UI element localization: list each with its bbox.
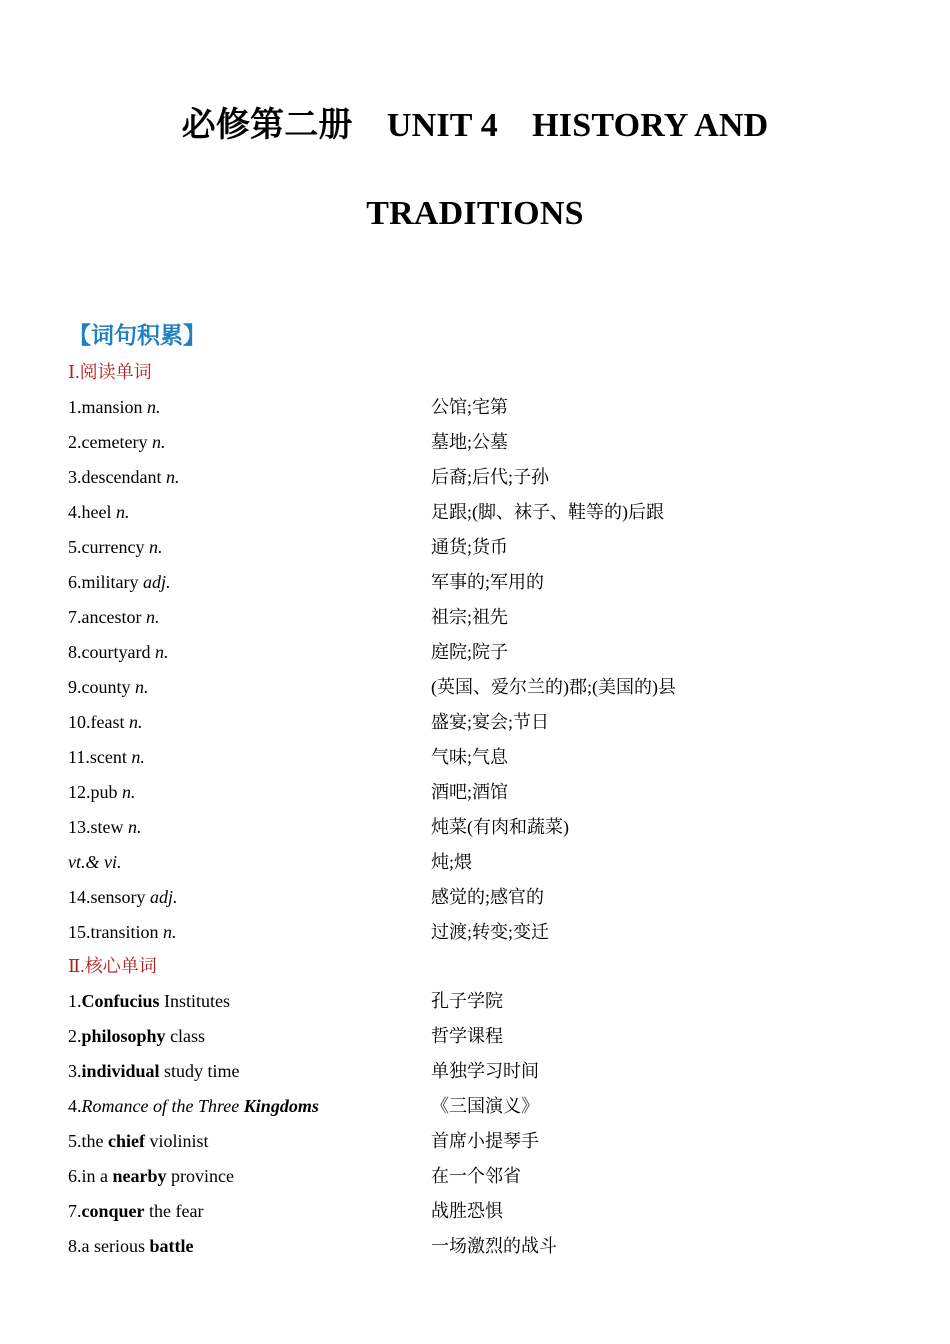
vocab-number: 1. [68, 397, 82, 417]
phrase-number: 1. [68, 991, 82, 1011]
vocab-english [68, 777, 136, 807]
vocab-number: 8. [68, 642, 82, 662]
vocab-word: stew [90, 817, 124, 837]
phrase-row [68, 986, 888, 1016]
vocab-word: transition [90, 922, 159, 942]
vocab-meaning: 后裔;后代;子孙 [431, 467, 550, 487]
vocab-english [68, 567, 171, 597]
vocab-row [68, 497, 888, 527]
vocab-pos: n. [148, 537, 163, 557]
vocab-meaning: 感觉的;感官的 [431, 887, 545, 907]
vocab-row [68, 707, 888, 737]
vocab-pos: n. [128, 817, 142, 837]
vocab-pos: n. [165, 467, 180, 487]
vocab-word: sensory [90, 887, 146, 907]
phrase-suffix: violinist [144, 1131, 209, 1151]
phrase-meaning: 哲学课程 [431, 1026, 503, 1046]
vocab-row [68, 532, 888, 562]
phrase-suffix: Institutes [159, 991, 231, 1011]
phrase-number: 7. [68, 1201, 82, 1221]
vocab-meaning: 盛宴;宴会;节日 [431, 712, 550, 732]
vocab-meaning: 过渡;转变;变迁 [431, 922, 550, 942]
vocab-number: 14. [68, 887, 91, 907]
vocab-word: county [81, 677, 131, 697]
vocab-row [68, 392, 888, 422]
vocab-number: 3. [68, 467, 82, 487]
vocab-english [68, 847, 121, 877]
phrase-english [68, 1021, 205, 1051]
vocab-row [68, 812, 888, 842]
vocab-pos: n. [145, 607, 160, 627]
vocab-meaning: 炖;煨 [431, 852, 473, 872]
vocab-meaning: 墓地;公墓 [431, 432, 509, 452]
phrase-keyword: Confucius [81, 991, 160, 1011]
vocab-pos: vt.& vi. [68, 852, 122, 872]
phrase-prefix: the [81, 1131, 108, 1151]
phrase-meaning: 孔子学院 [431, 991, 503, 1011]
section-heading: 【词句积累】 [68, 323, 206, 349]
vocab-number: 7. [68, 607, 82, 627]
vocab-pos: n. [115, 502, 130, 522]
phrase-meaning: 在一个邻省 [431, 1166, 521, 1186]
vocab-number: 10. [68, 712, 91, 732]
phrase-number: 6. [68, 1166, 82, 1186]
phrase-english [68, 1126, 209, 1156]
vocab-number: 6. [68, 572, 82, 592]
phrase-number: 3. [68, 1061, 82, 1081]
vocab-row [68, 672, 888, 702]
vocab-pos: n. [135, 677, 149, 697]
phrase-number: 8. [68, 1236, 82, 1256]
phrase-number: 4. [68, 1096, 82, 1116]
vocab-word: descendant [81, 467, 162, 487]
vocab-meaning: 炖菜(有肉和蔬菜) [431, 817, 569, 837]
vocab-pos: n. [131, 747, 145, 767]
phrase-meaning: 战胜恐惧 [431, 1201, 503, 1221]
phrase-keyword: chief [108, 1131, 145, 1151]
phrase-keyword: battle [149, 1236, 194, 1256]
vocab-pos: n. [151, 432, 166, 452]
vocab-number: 4. [68, 502, 82, 522]
vocab-pos: n. [128, 712, 143, 732]
vocab-row [68, 917, 888, 947]
vocab-english [68, 532, 162, 562]
reading-words-heading: Ⅰ.阅读单词 [68, 362, 152, 382]
vocab-meaning: 气味;气息 [431, 747, 509, 767]
phrase-meaning: 《三国演义》 [431, 1096, 539, 1116]
vocab-word: cemetery [81, 432, 148, 452]
vocab-english [68, 602, 159, 632]
vocab-number: 12. [68, 782, 91, 802]
phrase-prefix: a serious [81, 1236, 150, 1256]
vocab-english [68, 637, 168, 667]
vocab-row [68, 882, 888, 912]
phrase-keyword: nearby [112, 1166, 167, 1186]
vocab-meaning: 酒吧;酒馆 [431, 782, 509, 802]
phrase-meaning: 单独学习时间 [431, 1061, 539, 1081]
phrase-english [68, 1161, 234, 1191]
vocab-word: heel [81, 502, 112, 522]
vocab-word: mansion [81, 397, 143, 417]
vocab-meaning: 军事的;军用的 [431, 572, 545, 592]
vocab-number: 9. [68, 677, 82, 697]
phrase-row [68, 1021, 888, 1051]
vocab-pos: n. [147, 397, 161, 417]
phrase-row [68, 1231, 888, 1261]
vocab-number: 11. [68, 747, 90, 767]
vocab-pos: adj. [143, 572, 171, 592]
vocab-word: ancestor [81, 607, 142, 627]
phrase-english [68, 1231, 193, 1261]
phrase-keyword: Kingdoms [243, 1096, 319, 1116]
phrase-keyword: philosophy [81, 1026, 166, 1046]
vocab-english [68, 742, 145, 772]
phrase-keyword: conquer [81, 1201, 145, 1221]
page-title-line2: TRADITIONS [366, 195, 584, 232]
vocab-word: pub [90, 782, 118, 802]
phrase-meaning: 首席小提琴手 [431, 1131, 539, 1151]
vocab-row [68, 637, 888, 667]
phrase-suffix: study time [159, 1061, 240, 1081]
core-words-heading: Ⅱ.核心单词 [68, 956, 157, 976]
phrase-row [68, 1056, 888, 1086]
page-title-line1: 必修第二册 UNIT 4 HISTORY AND [181, 107, 769, 144]
phrase-meaning: 一场激烈的战斗 [431, 1236, 557, 1256]
vocab-number: 2. [68, 432, 82, 452]
vocab-english [68, 882, 178, 912]
phrase-english [68, 1056, 240, 1086]
vocab-number: 13. [68, 817, 91, 837]
phrase-prefix: in a [81, 1166, 113, 1186]
vocab-row [68, 427, 888, 457]
vocab-meaning: 祖宗;祖先 [431, 607, 509, 627]
vocab-row [68, 462, 888, 492]
vocab-word: currency [81, 537, 145, 557]
vocab-pos: n. [154, 642, 169, 662]
vocab-meaning: 足跟;(脚、袜子、鞋等的)后跟 [431, 502, 664, 522]
vocab-row [68, 742, 888, 772]
vocab-meaning: 公馆;宅第 [431, 397, 509, 417]
vocab-pos: n. [163, 922, 177, 942]
phrase-suffix: the fear [144, 1201, 204, 1221]
phrase-row [68, 1091, 888, 1121]
vocab-word: military [81, 572, 139, 592]
vocab-english [68, 672, 149, 702]
vocab-row [68, 567, 888, 597]
phrase-number: 5. [68, 1131, 82, 1151]
vocab-row [68, 777, 888, 807]
vocab-english [68, 812, 142, 842]
phrase-row [68, 1126, 888, 1156]
vocab-number: 15. [68, 922, 91, 942]
vocab-word: scent [89, 747, 127, 767]
phrase-keyword: individual [81, 1061, 160, 1081]
vocab-english [68, 427, 165, 457]
phrase-english [68, 1091, 319, 1121]
vocab-number: 5. [68, 537, 82, 557]
phrase-row [68, 1196, 888, 1226]
vocab-english [68, 497, 129, 527]
phrase-english [68, 1196, 203, 1226]
vocab-meaning: 通货;货币 [431, 537, 509, 557]
vocab-meaning: 庭院;院子 [431, 642, 509, 662]
vocab-word: courtyard [81, 642, 151, 662]
vocab-pos: n. [122, 782, 136, 802]
vocab-english [68, 917, 177, 947]
vocab-meaning: (英国、爱尔兰的)郡;(美国的)县 [431, 677, 676, 697]
vocab-english [68, 462, 179, 492]
phrase-suffix: province [166, 1166, 234, 1186]
vocab-english [68, 707, 142, 737]
phrase-number: 2. [68, 1026, 82, 1046]
phrase-english [68, 986, 230, 1016]
phrase-prefix: Romance of the Three [81, 1096, 244, 1116]
vocab-pos: adj. [150, 887, 178, 907]
phrase-suffix: class [165, 1026, 206, 1046]
vocab-row [68, 847, 888, 877]
vocab-row [68, 602, 888, 632]
phrase-row [68, 1161, 888, 1191]
vocab-word: feast [90, 712, 125, 732]
vocab-english [68, 392, 161, 422]
